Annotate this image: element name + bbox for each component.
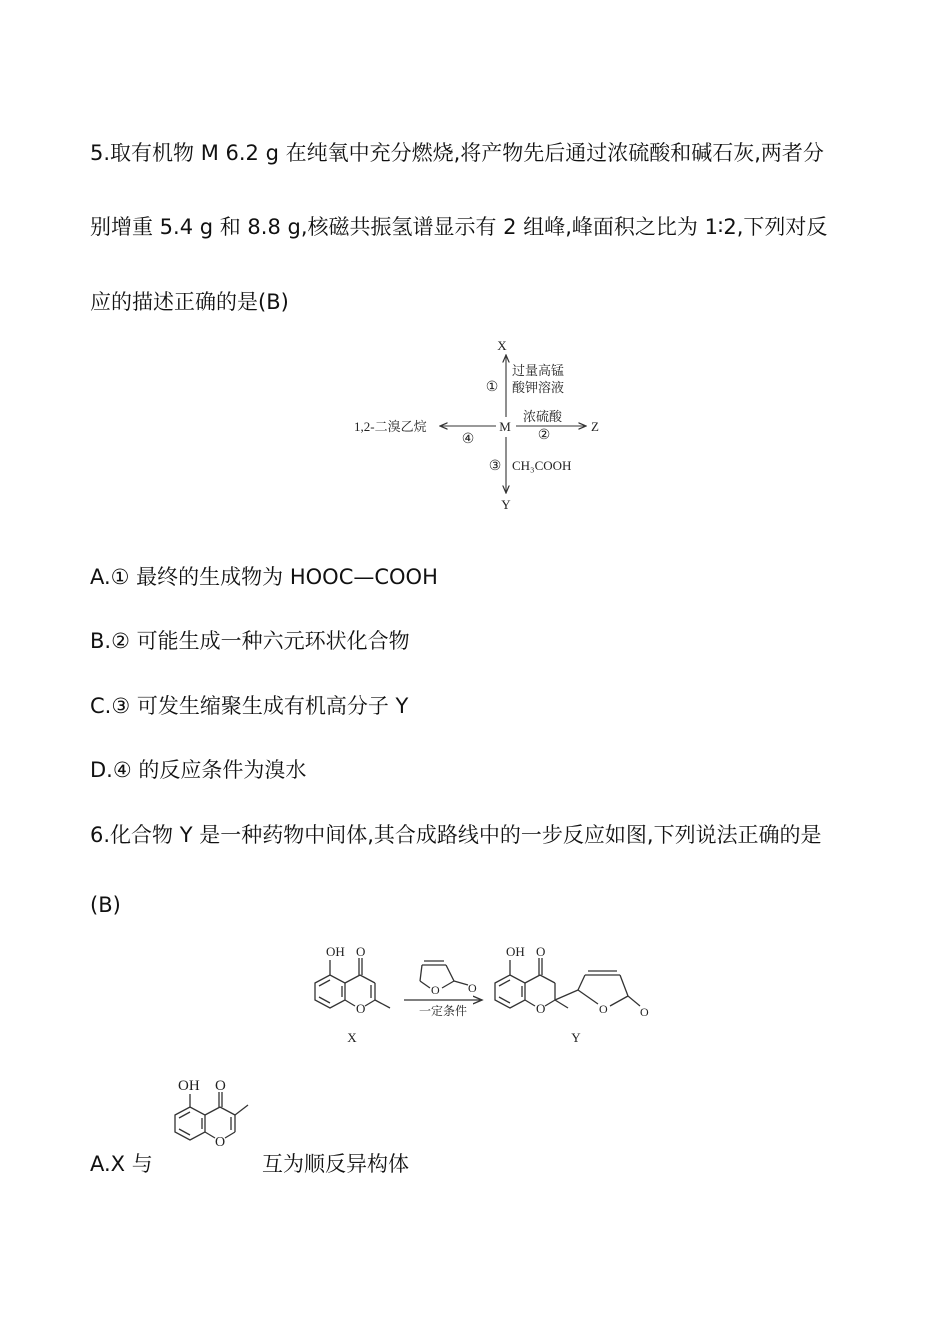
scheme-left-product: 1,2-二溴乙烷 — [354, 419, 427, 434]
q5-option-a: A.① 最终的生成物为 HOOC—COOH — [90, 565, 438, 589]
step2-condition: 浓硫酸 — [523, 409, 563, 424]
q6-option-a-suffix: 互为顺反异构体 — [262, 1152, 409, 1176]
step3-condition: CH₃COOH — [512, 458, 572, 473]
y-label: Y — [571, 1030, 581, 1045]
y-lactone-carbonyl-o: O — [640, 1005, 649, 1019]
step4-number: ④ — [461, 432, 475, 447]
x-label: X — [347, 1030, 357, 1045]
scheme-right-product: Z — [591, 419, 599, 434]
x-ring-o: O — [356, 1001, 366, 1016]
q5-option-b: B.② 可能生成一种六元环状化合物 — [90, 629, 410, 653]
step3-number: ③ — [488, 459, 502, 474]
q6-line-2: (B) — [90, 893, 121, 917]
reagent-carbonyl-o: O — [468, 981, 477, 995]
y-lactone-ring-o: O — [599, 1002, 608, 1016]
y-carbonyl-o: O — [536, 944, 546, 959]
step1-number: ① — [485, 380, 499, 395]
q6-option-a-structure — [160, 1070, 260, 1172]
x-carbonyl-o: O — [356, 944, 366, 959]
y-oh-label: OH — [506, 944, 525, 959]
step1-condition-a: 过量高锰 — [512, 363, 565, 378]
step1-condition-b: 酸钾溶液 — [512, 380, 565, 395]
scheme-center-M: M — [499, 419, 511, 434]
q5-line-2: 别增重 5.4 g 和 8.8 g,核磁共振氢谱显示有 2 组峰,峰面积之比为 1∶2,下列对反 — [90, 215, 828, 239]
compound-y-structure — [495, 958, 640, 1008]
scheme-bottom-product: Y — [501, 497, 511, 512]
compound-x-structure — [315, 958, 390, 1008]
y-ring-o: O — [536, 1001, 546, 1016]
q6-line-1: 6.化合物 Y 是一种药物中间体,其合成路线中的一步反应如图,下列说法正确的是 — [90, 823, 822, 847]
opt-a-ring-o: O — [215, 1135, 226, 1150]
scheme-top-product: X — [497, 338, 507, 353]
x-oh-label: OH — [326, 944, 345, 959]
q5-line-3: 应的描述正确的是(B) — [90, 290, 289, 314]
reagent-structure — [420, 961, 468, 988]
q5-option-c: C.③ 可发生缩聚生成有机高分子 Y — [90, 694, 409, 718]
q5-reaction-scheme — [340, 335, 610, 515]
reagent-ring-o: O — [431, 983, 440, 997]
reaction-condition: 一定条件 — [418, 1004, 468, 1018]
q6-reaction-scheme — [300, 938, 670, 1050]
step2-number: ② — [537, 428, 551, 443]
q5-line-1: 5.取有机物 M 6.2 g 在纯氧中充分燃烧,将产物先后通过浓硫酸和碱石灰,两者分 — [90, 141, 824, 165]
q6-option-a-prefix: A.X 与 — [90, 1152, 153, 1176]
opt-a-carbonyl-o: O — [215, 1078, 226, 1094]
q5-option-d: D.④ 的反应条件为溴水 — [90, 758, 307, 782]
opt-a-oh-label: OH — [178, 1078, 200, 1094]
